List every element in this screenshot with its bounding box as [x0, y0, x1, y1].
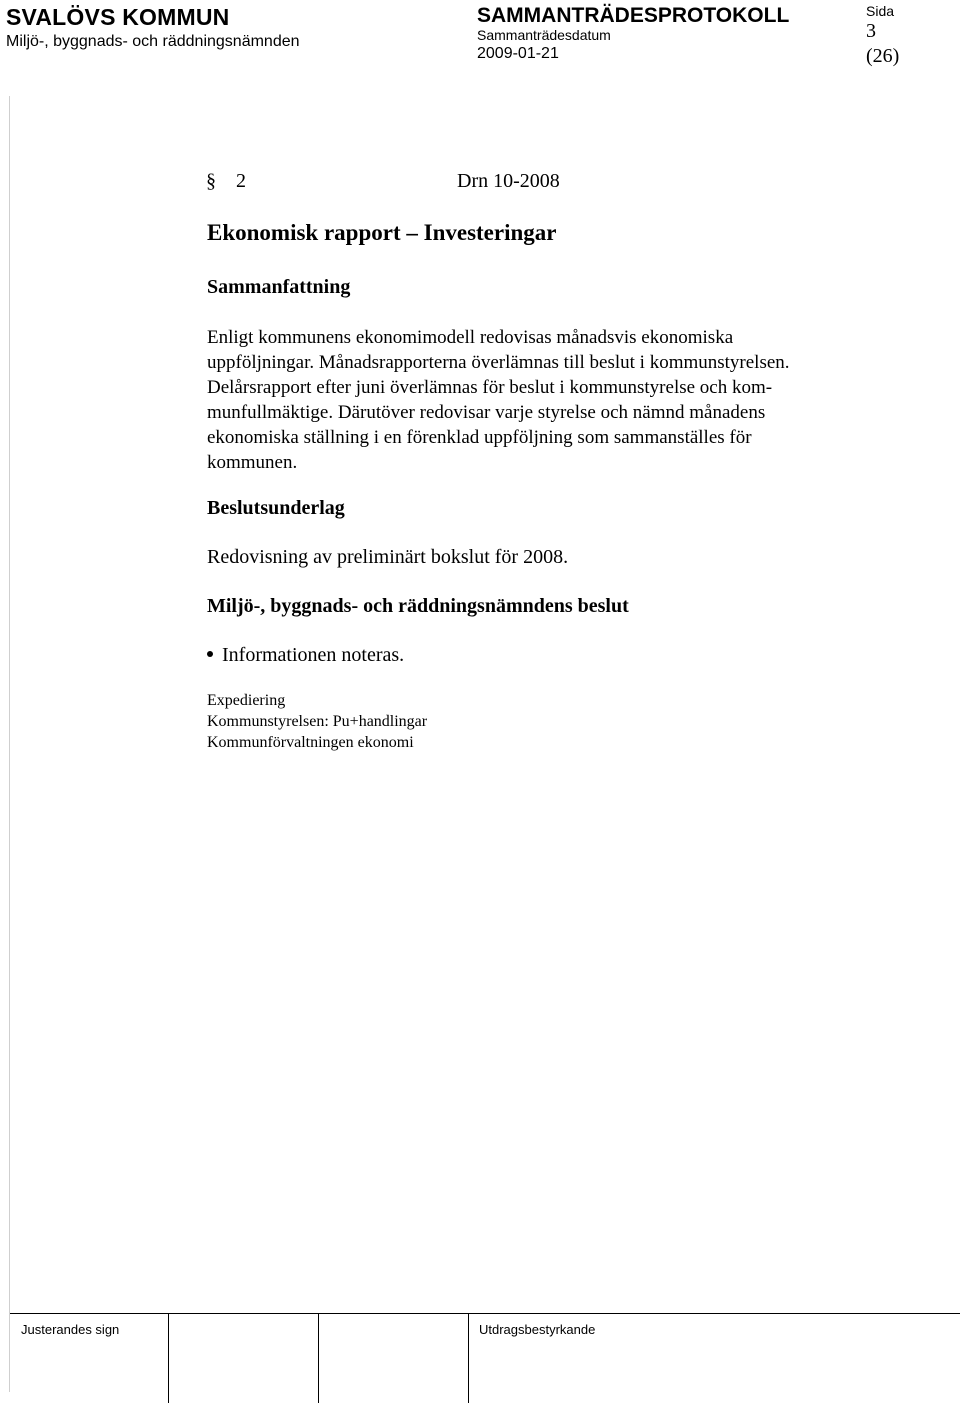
page-total: (26)	[866, 45, 900, 67]
bullet-icon	[207, 651, 213, 657]
summary-line: munfullmäktige. Därutöver redovisar varje styrelse och nämnd månadens	[207, 402, 766, 423]
page-label: Sida	[866, 3, 895, 19]
decision-item	[207, 644, 404, 667]
summary-line: uppföljningar. Månadsrapporterna överlämnas till beslut i kommunstyrelsen.	[207, 352, 790, 373]
basis-text: Redovisning av preliminärt bokslut för 2008.	[207, 546, 569, 568]
page-number: 3	[866, 20, 876, 42]
paragraph-line	[206, 170, 560, 193]
margin-line	[9, 96, 10, 1392]
extract-certification-label: Utdragsbestyrkande	[479, 1322, 596, 1337]
summary-body	[207, 325, 847, 475]
decision-heading: Miljö-, byggnads- och räddningsnämndens beslut	[207, 595, 629, 617]
signature-footer	[10, 1313, 960, 1403]
organization-name: SVALÖVS KOMMUN	[6, 4, 230, 30]
summary-heading: Sammanfattning	[207, 276, 351, 298]
summary-line: Delårsrapport efter juni överlämnas för beslut i kommunstyrelse och kom-	[207, 377, 773, 398]
footer-top-rule	[10, 1313, 960, 1314]
dispatch-line: Kommunstyrelsen: Pu+handlingar	[207, 713, 428, 730]
diary-number: Drn 10-2008	[457, 170, 560, 192]
summary-line: kommunen.	[207, 452, 298, 473]
dispatch-heading: Expediering	[207, 692, 286, 709]
paragraph-sign: §	[206, 170, 216, 192]
adjuster-sign-label: Justerandes sign	[21, 1322, 120, 1337]
meeting-date: 2009-01-21	[477, 45, 559, 62]
summary-line: Enligt kommunens ekonomimodell redovisas månadsvis ekonomiska	[207, 327, 734, 348]
document-type: SAMMANTRÄDESPROTOKOLL	[477, 4, 790, 27]
footer-divider	[168, 1313, 169, 1403]
paragraph-number: 2	[236, 170, 246, 192]
board-name: Miljö-, byggnads- och räddningsnämnden	[6, 33, 300, 50]
dispatch-line: Kommunförvaltningen ekonomi	[207, 734, 414, 751]
summary-line: ekonomiska ställning i en förenklad uppföljning som sammanställes för	[207, 427, 752, 448]
basis-heading: Beslutsunderlag	[207, 497, 345, 519]
footer-divider	[318, 1313, 319, 1403]
case-title: Ekonomisk rapport – Investeringar	[207, 220, 557, 245]
meeting-date-label: Sammanträdesdatum	[477, 27, 611, 43]
footer-divider	[468, 1313, 469, 1403]
decision-item-text: Informationen noteras.	[222, 644, 405, 666]
